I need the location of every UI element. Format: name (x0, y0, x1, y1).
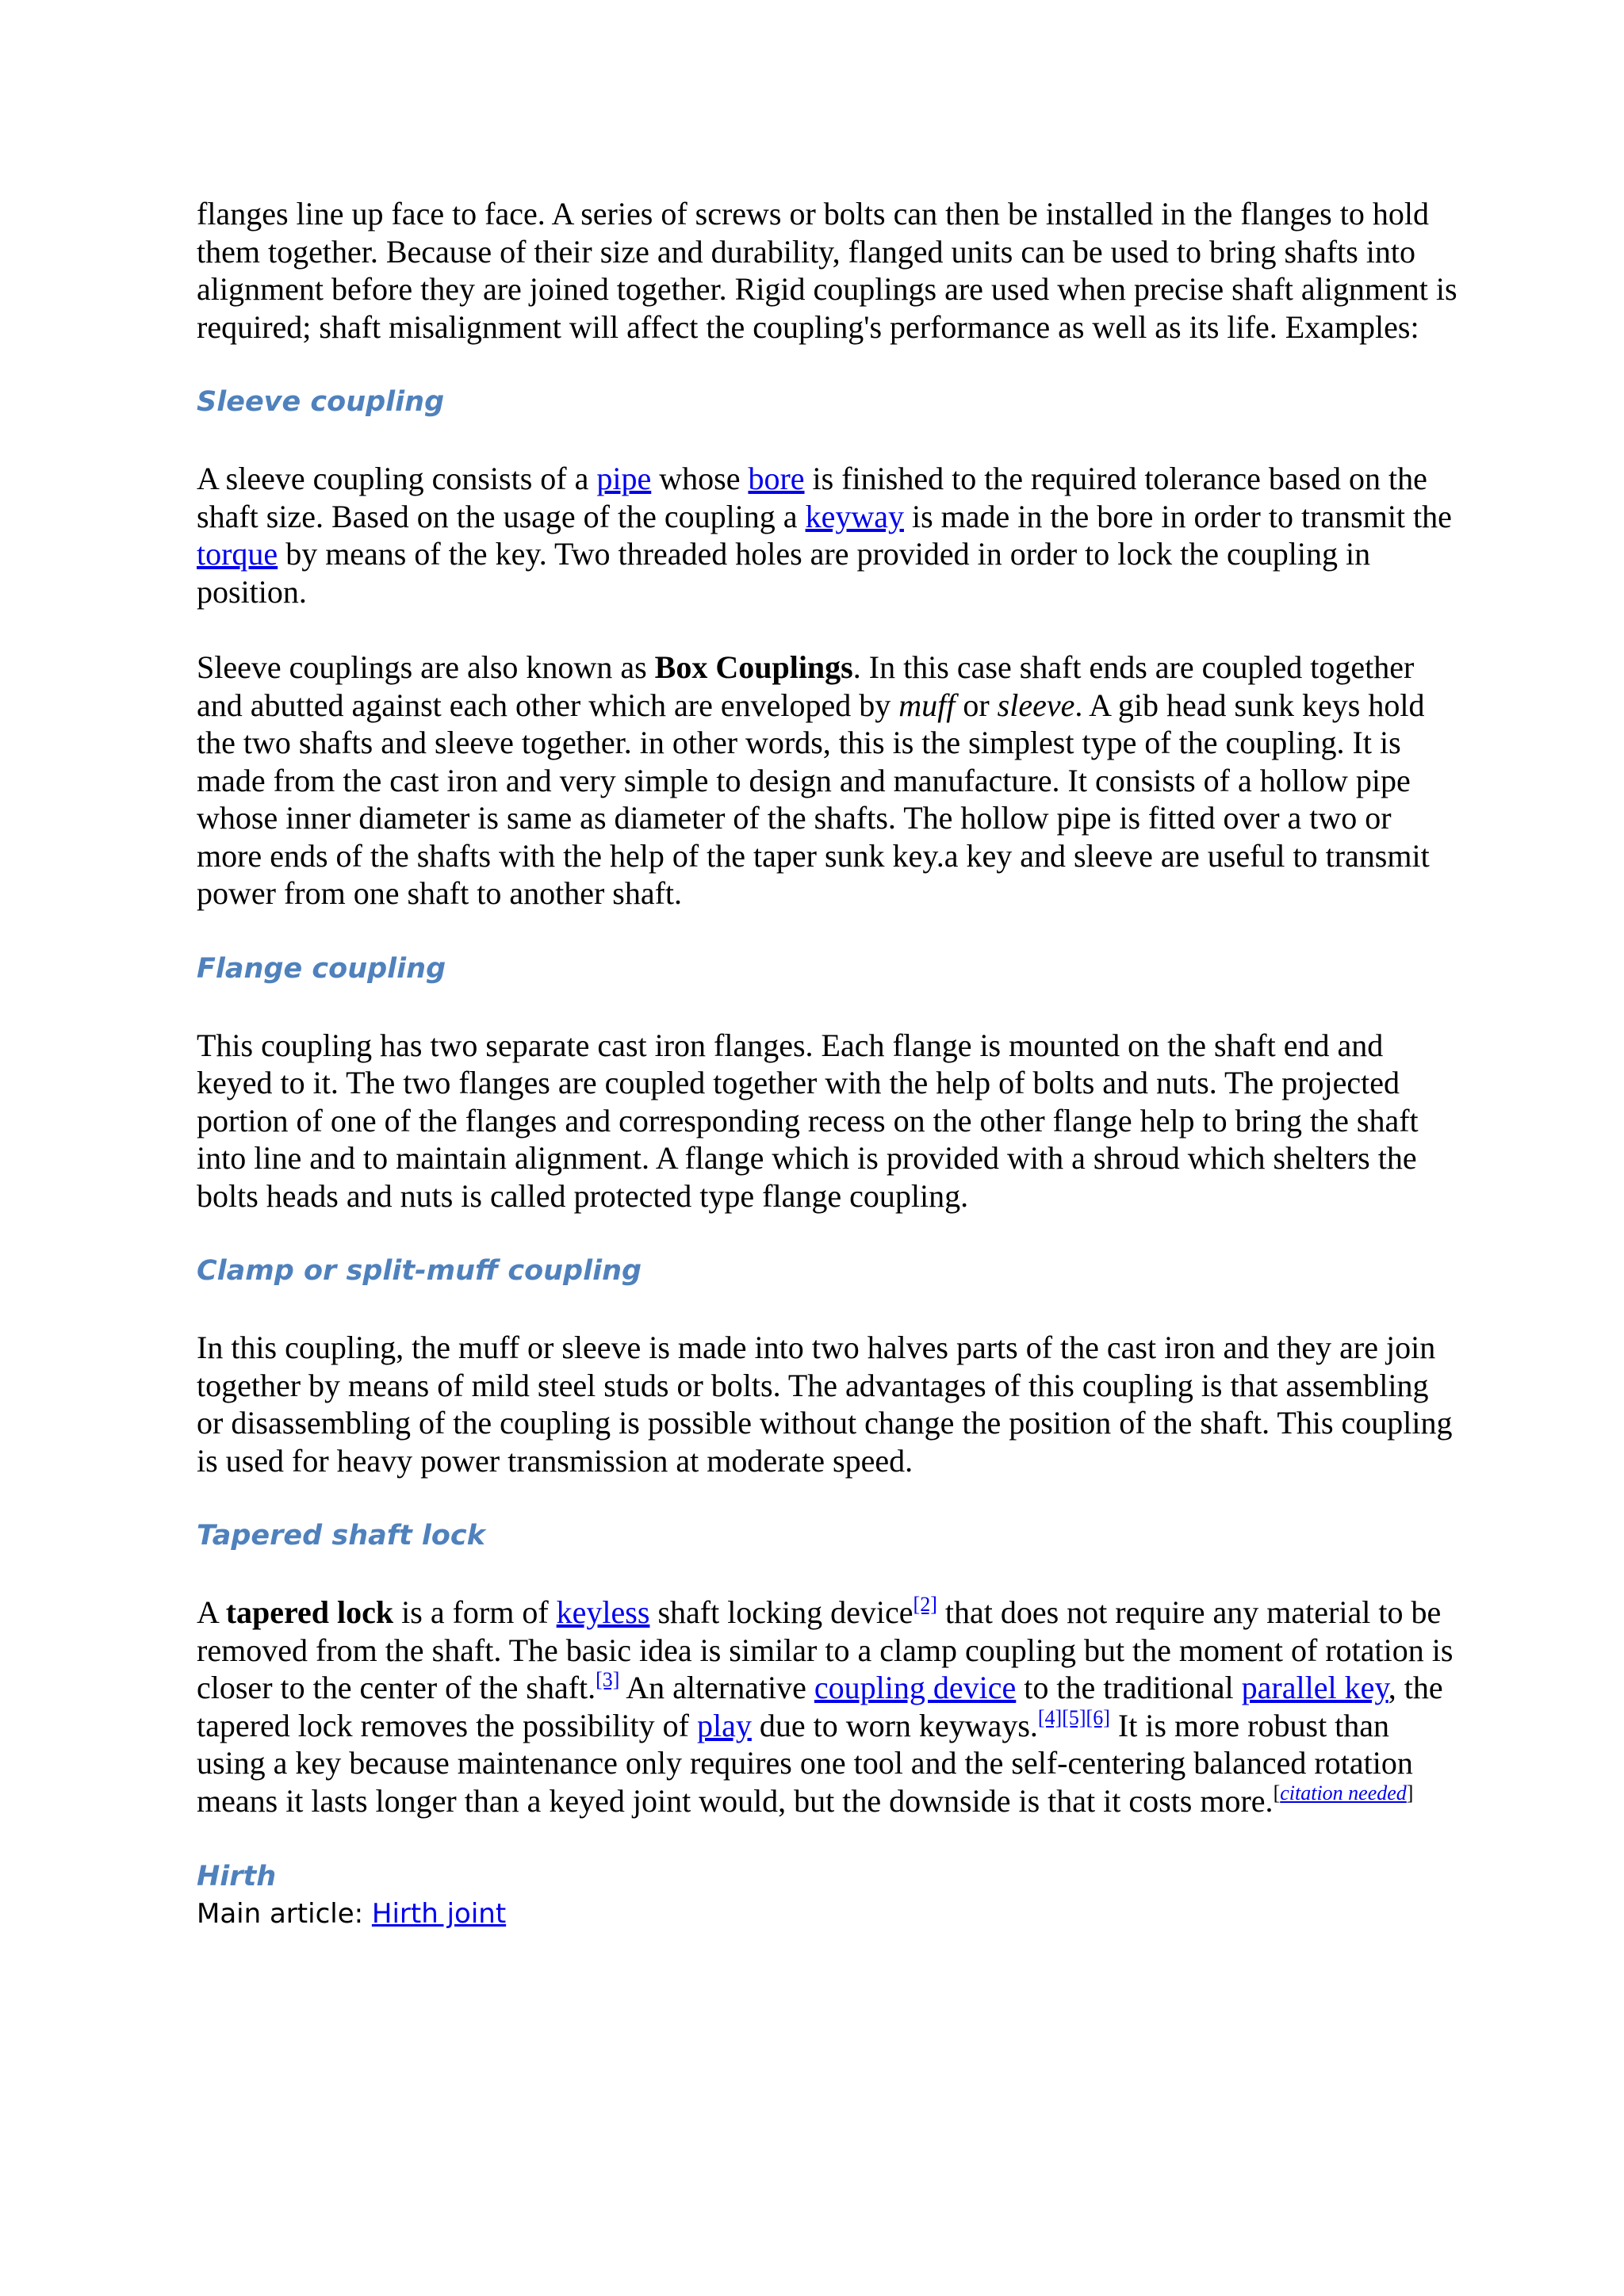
heading-clamp-coupling: Clamp or split-muff coupling (197, 1255, 642, 1287)
bold-box-couplings: Box Couplings (654, 649, 853, 685)
heading-tapered-shaft-lock: Tapered shaft lock (197, 1520, 485, 1552)
ref-5[interactable]: [5] (1062, 1705, 1086, 1729)
citation-needed-tag: [citation needed] (1273, 1781, 1414, 1804)
link-citation-needed[interactable]: citation needed (1280, 1781, 1407, 1804)
clamp-paragraph: In this coupling, the muff or sleeve is made into two halves parts of the cast iron and they are join together by means of mild steel studs or bolts. The advantages of this coupling is that assembling or disassembling of the coupling is possible without change the position of the shaft. This coupling is used for heavy power transmission at moderate speed. (197, 1330, 1453, 1479)
link-hirth-joint[interactable]: Hirth joint (371, 1898, 507, 1930)
link-coupling-device[interactable]: coupling device (814, 1670, 1017, 1705)
document-page (197, 195, 1457, 1971)
heading-sleeve-coupling: Sleeve coupling (197, 386, 445, 418)
link-keyway[interactable]: keyway (805, 498, 904, 534)
main-article-note: Main article: Hirth joint (197, 1898, 507, 1930)
sleeve-paragraph-2: Sleeve couplings are also known as Box Couplings. In this case shaft ends are coupled together and abutted against each other which are enveloped by muff or sleeve. A gib head sunk keys hold the two shafts and sleeve together. in other words, this is the simplest type of the coupling. It is made from the cast iron and very simple to design and manufacture. It consists of a hollow pipe whose inner diameter is same as diameter of the shafts. The hollow pipe is fitted over a two or more ends of the shafts with the help of the taper sunk key.a key and sleeve are useful to transmit power from one shaft to another shaft. (197, 649, 1430, 911)
link-pipe[interactable]: pipe (596, 461, 652, 496)
link-play[interactable]: play (696, 1707, 752, 1743)
flange-paragraph: This coupling has two separate cast iron flanges. Each flange is mounted on the shaft end and keyed to it. The two flanges are coupled together with the help of bolts and nuts. The projected portion of one of the flanges and corresponding recess on the other flange help to bring the shaft into line and to maintain alignment. A flange which is provided with a shroud which shelters the bolts heads and nuts is called protected type flange coupling. (197, 1027, 1419, 1214)
bold-tapered-lock: tapered lock (225, 1594, 394, 1630)
ref-4[interactable]: [4] (1037, 1705, 1063, 1729)
sleeve-paragraph-1: A sleeve coupling consists of a pipe whose bore is finished to the required tolerance based on the shaft size. Based on the usage of the coupling a keyway is made in the bore in order to transmit the torque by means of the key. Two threaded holes are provided in order to lock the coupling in position. (197, 461, 1452, 610)
link-bore[interactable]: bore (748, 461, 805, 496)
ref-6[interactable]: [6] (1086, 1705, 1110, 1729)
ref-3[interactable]: [3] (596, 1668, 620, 1691)
heading-hirth: Hirth (197, 1861, 277, 1892)
heading-flange-coupling: Flange coupling (197, 952, 446, 985)
italic-muff: muff (898, 687, 956, 723)
italic-sleeve: sleeve (997, 687, 1075, 723)
ref-2[interactable]: [2] (913, 1593, 937, 1616)
tapered-paragraph: A tapered lock is a form of keyless shaft locking device[2] that does not require any material to be removed from the shaft. The basic idea is similar to a clamp coupling but the moment of rotation is closer to the center of the shaft.[3] An alternative coupling device to the traditional parallel key, the tapered lock removes the possibility of play due to worn keyways.[4][5][6] It is more robust than using a key because maintenance only requires one tool and the self-centering balanced rotation means it lasts longer than a keyed joint would, but the downside is that it costs more.[citation needed] (197, 1593, 1454, 1819)
link-parallel-key[interactable]: parallel key (1241, 1670, 1388, 1705)
link-torque[interactable]: torque (197, 536, 278, 572)
intro-paragraph: flanges line up face to face. A series of screws or bolts can then be installed in the flanges to hold them together. Because of their size and durability, flanged units can be used to bring shafts into alignment before they are joined together. Rigid couplings are used when precise shaft alignment is required; shaft misalignment will affect the coupling's performance as well as its life. Examples: (197, 196, 1457, 345)
link-keyless[interactable]: keyless (556, 1594, 650, 1630)
